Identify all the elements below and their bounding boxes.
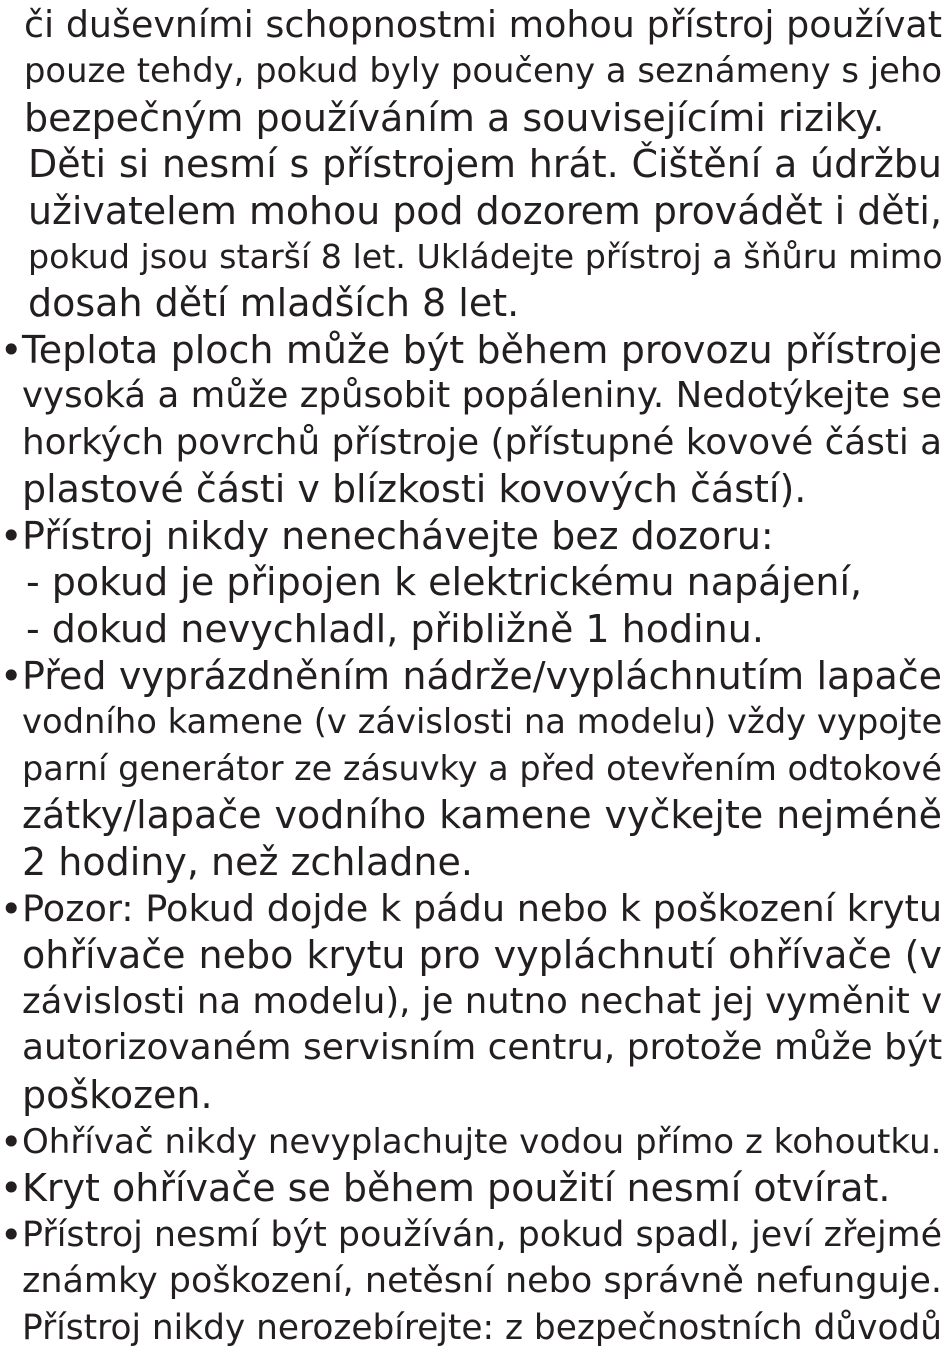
text-line: autorizovaném servisním centru, protože může být <box>22 1027 943 1069</box>
text-line: pokud jsou starší 8 let. Ukládejte přístroj a šňůru mimo <box>28 236 943 276</box>
bullet-item-cover <box>0 1165 942 1211</box>
text-line: či duševními schopnostmi mohou přístroj používat <box>24 3 942 46</box>
bullet-marker: • <box>0 1213 23 1257</box>
bullet-item-rinsing <box>0 1119 942 1165</box>
bullet-marker: • <box>0 514 23 558</box>
text-line: vysoká a může způsobit popáleniny. Nedotýkejte se <box>22 375 942 417</box>
text-line: známky poškození, netěsní nebo správně nefunguje. <box>22 1261 942 1302</box>
bullet-item-surface-temperature <box>0 327 942 513</box>
text-line: Přístroj nikdy nerozebírejte: z bezpečnostních důvodů <box>22 1307 942 1348</box>
text-line: 2 hodiny, než zchladne. <box>22 839 473 884</box>
text-line: horkých povrchů přístroje (přístupné kovové části a <box>22 421 943 463</box>
text-line: - dokud nevychladl, přibližně 1 hodinu. <box>26 606 764 651</box>
intro-paragraph <box>24 2 942 327</box>
text-line: Kryt ohřívače se během použití nesmí otvírat. <box>22 1166 891 1210</box>
bullet-item-damaged-device <box>0 1212 942 1351</box>
bullet-marker: • <box>0 654 23 698</box>
bullet-item-emptying-tank <box>0 653 942 885</box>
text-line: - pokud je připojen k elektrickému napájení, <box>26 560 863 605</box>
text-line: pouze tehdy, pokud byly poučeny a seznámeny s jeho <box>24 51 942 91</box>
bullet-marker: • <box>0 1120 23 1164</box>
text-line: Přístroj nesmí být používán, pokud spadl, jeví zřejmé <box>22 1215 943 1255</box>
text-line: zátky/lapače vodního kamene vyčkejte nejméně <box>22 793 942 838</box>
text-line: ohřívače nebo krytu pro vypláchnutí ohřívače (v <box>22 933 942 978</box>
text-line: uživatelem mohou pod dozorem provádět i děti, <box>28 188 942 233</box>
text-line: Přístroj nikdy nenechávejte bez dozoru: <box>22 514 774 558</box>
text-line: Před vyprázdněním nádrže/vypláchnutím lapače <box>22 654 942 698</box>
text-line: Děti si nesmí s přístrojem hrát. Čištění a údržbu <box>28 142 942 187</box>
bullet-marker: • <box>0 1166 23 1210</box>
bullet-marker: • <box>0 328 23 372</box>
text-line: dosah dětí mladších 8 let. <box>28 281 520 326</box>
text-line: poškozen. <box>22 1072 213 1117</box>
text-line: plastové části v blízkosti kovových částí). <box>22 467 807 512</box>
text-line: parní generátor ze zásuvky a před otevřením odtokové <box>22 748 943 788</box>
text-line: Teplota ploch může být během provozu přístroje <box>22 328 942 372</box>
bullet-item-warning-damage <box>0 886 942 1118</box>
bullet-marker: • <box>0 887 23 931</box>
text-line: Pozor: Pokud dojde k pádu nebo k poškození krytu <box>22 887 943 930</box>
text-line: závislosti na modelu), je nutno nechat jej vyměnit v <box>22 980 943 1022</box>
bullet-item-unattended <box>0 513 942 652</box>
text-line: bezpečným používáním a souvisejícími riziky. <box>24 95 885 140</box>
text-line: vodního kamene (v závislosti na modelu) vždy vypojte <box>22 702 943 742</box>
text-line: Ohřívač nikdy nevyplachujte vodou přímo z kohoutku. <box>22 1122 942 1162</box>
